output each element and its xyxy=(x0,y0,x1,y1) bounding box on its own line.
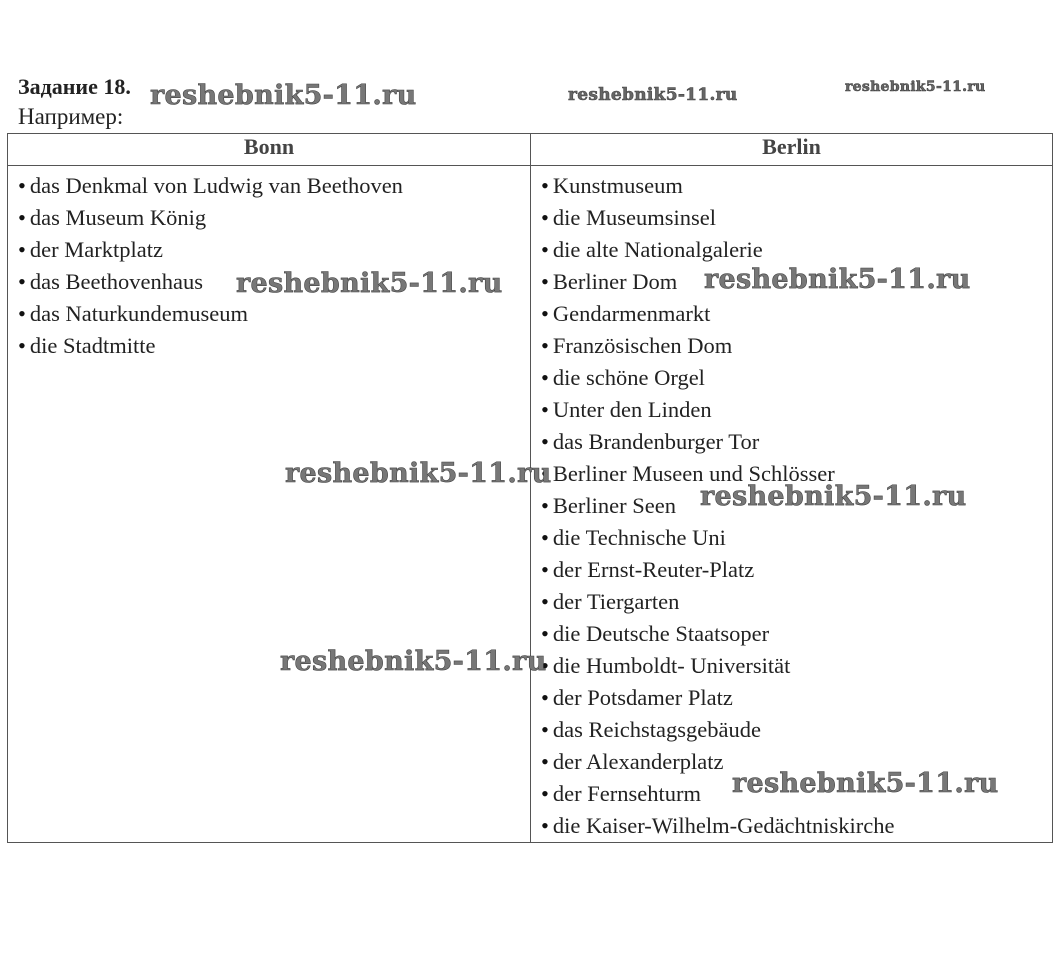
list-item: • Französischen Dom xyxy=(541,330,1052,362)
list-item: • Berliner Museen und Schlösser xyxy=(541,458,1052,490)
list-item: • das Brandenburger Tor xyxy=(541,426,1052,458)
list-item: • das Reichstagsgebäude xyxy=(541,714,1052,746)
list-item: • das Beethovenhaus xyxy=(18,266,530,298)
list-item: • die Technische Uni xyxy=(541,522,1052,554)
watermark: reshebnik5-11.ru xyxy=(568,85,738,105)
bonn-list xyxy=(8,166,530,362)
list-item: • der Tiergarten xyxy=(541,586,1052,618)
watermark: reshebnik5-11.ru xyxy=(236,268,503,299)
watermark: reshebnik5-11.ru xyxy=(732,768,999,799)
list-item: • der Ernst-Reuter-Platz xyxy=(541,554,1052,586)
watermark: reshebnik5-11.ru xyxy=(285,458,552,489)
list-item: • die alte Nationalgalerie xyxy=(541,234,1052,266)
list-item: • das Museum König xyxy=(18,202,530,234)
list-item: • der Alexanderplatz xyxy=(541,746,1052,778)
task-subtitle: Например: xyxy=(18,104,124,129)
list-item: • die Kaiser-Wilhelm-Gedächtniskirche xyxy=(541,810,1052,842)
list-item: • der Fernsehturm xyxy=(541,778,1052,810)
list-item: • der Potsdamer Platz xyxy=(541,682,1052,714)
list-item: • die schöne Orgel xyxy=(541,362,1052,394)
list-item: • Gendarmenmarkt xyxy=(541,298,1052,330)
watermark: reshebnik5-11.ru xyxy=(704,264,971,295)
list-item: • die Museumsinsel xyxy=(541,202,1052,234)
list-item: • die Stadtmitte xyxy=(18,330,530,362)
watermark: reshebnik5-11.ru xyxy=(150,80,417,111)
watermark: reshebnik5-11.ru xyxy=(280,646,547,677)
list-item: • Berliner Seen xyxy=(541,490,1052,522)
list-item: • das Denkmal von Ludwig van Beethoven xyxy=(18,170,530,202)
column-header-berlin: Berlin xyxy=(531,134,1053,166)
list-item: • das Naturkundemuseum xyxy=(18,298,530,330)
watermark: reshebnik5-11.ru xyxy=(845,79,986,95)
list-item: • der Marktplatz xyxy=(18,234,530,266)
list-item: • die Humboldt- Universität xyxy=(541,650,1052,682)
task-title: Задание 18. xyxy=(18,74,131,99)
column-header-bonn: Bonn xyxy=(8,134,531,166)
list-item: • Unter den Linden xyxy=(541,394,1052,426)
watermark: reshebnik5-11.ru xyxy=(700,481,967,512)
list-item: • die Deutsche Staatsoper xyxy=(541,618,1052,650)
list-item: • Kunstmuseum xyxy=(541,170,1052,202)
list-item: • Berliner Dom xyxy=(541,266,1052,298)
